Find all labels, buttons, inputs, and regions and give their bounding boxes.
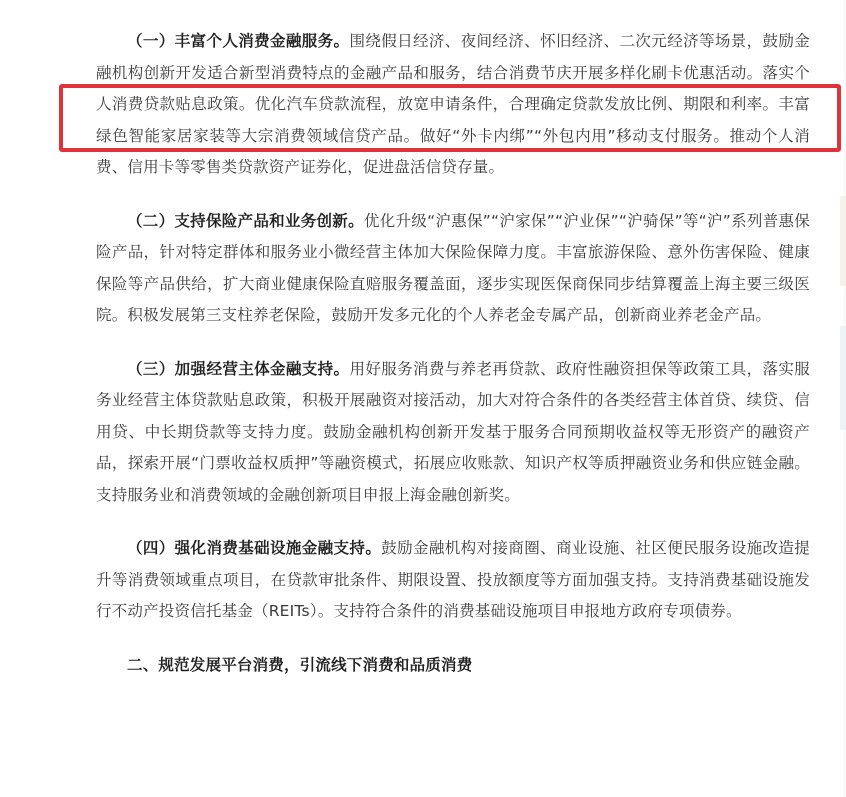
- paragraph-text: 用好服务消费与养老再贷款、政府性融资担保等政策工具，落实服务业经营主体贷款贴息政策，积极开展融资对接活动，加大对符合条件的各类经营主体首贷、续贷、信用贷、中长期贷款等支持力度。鼓励金融机构创新开发基于服务合同预期收益权等无形资产的融资产品，探索开展“门票收益权质押”等融资模式，拓展应收账款、知识产权等质押融资业务和供应链金融。支持服务业和消费领域的金融创新项目申报上海金融创新奖。: [96, 359, 810, 504]
- paragraph-section-3: [96, 354, 810, 512]
- paragraph-lead-heading: （二）支持保险产品和业务创新。: [127, 211, 364, 230]
- paragraph-section-1: [96, 26, 810, 184]
- paragraph-text: 围绕假日经济、夜间经济、怀旧经济、二次元经济等场景，鼓励金融机构创新开发适合新型消费特点的金融产品和服务，结合消费节庆开展多样化刷卡优惠活动。落实个人消费贷款贴息政策。优化汽车贷款流程，放宽申请条件，合理确定贷款发放比例、期限和利率。丰富绿色智能家居家装等大宗消费领域信贷产品。做好“外卡内绑”“外包内用”移动支付服务。推动个人消费、信用卡等零售类贷款资产证券化，促进盘活信贷存量。: [96, 32, 810, 176]
- paragraph-lead-heading: （一）丰富个人消费金融服务。: [127, 32, 350, 50]
- paragraph-lead-heading: （四）强化消费基础设施金融支持。: [127, 539, 382, 557]
- paragraph-section-2: [96, 206, 810, 332]
- side-panel-edge: [840, 326, 846, 430]
- paragraph-text: 鼓励金融机构对接商圈、商业设施、社区便民服务设施改造提升等消费领域重点项目，在贷款审批条件、期限设置、投放额度等方面加强支持。支持消费基础设施发行不动产投资信托基金（REITs）。支持符合条件的消费基础设施项目申报地方政府专项债券。: [96, 539, 811, 620]
- paragraph-section-4: [96, 533, 810, 628]
- section-heading: 二、规范发展平台消费，引流线下消费和品质消费: [127, 655, 473, 674]
- article-body: [96, 26, 810, 681]
- paragraph-lead-heading: （三）加强经营主体金融支持。: [127, 359, 350, 378]
- paragraph-text: 优化升级“沪惠保”“沪家保”“沪业保”“沪骑保”等“沪”系列普惠保险产品，针对特定群体和服务业小微经营主体加大保险保障力度。丰富旅游保险、意外伤害保险、健康保险等产品供给，扩大商业健康保险直赔服务覆盖面，逐步实现医保商保同步结算覆盖上海主要三级医院。积极发展第三支柱养老保险，鼓励开发多元化的个人养老金专属产品，创新商业养老金产品。: [96, 211, 810, 324]
- side-panel-edge: [840, 196, 846, 286]
